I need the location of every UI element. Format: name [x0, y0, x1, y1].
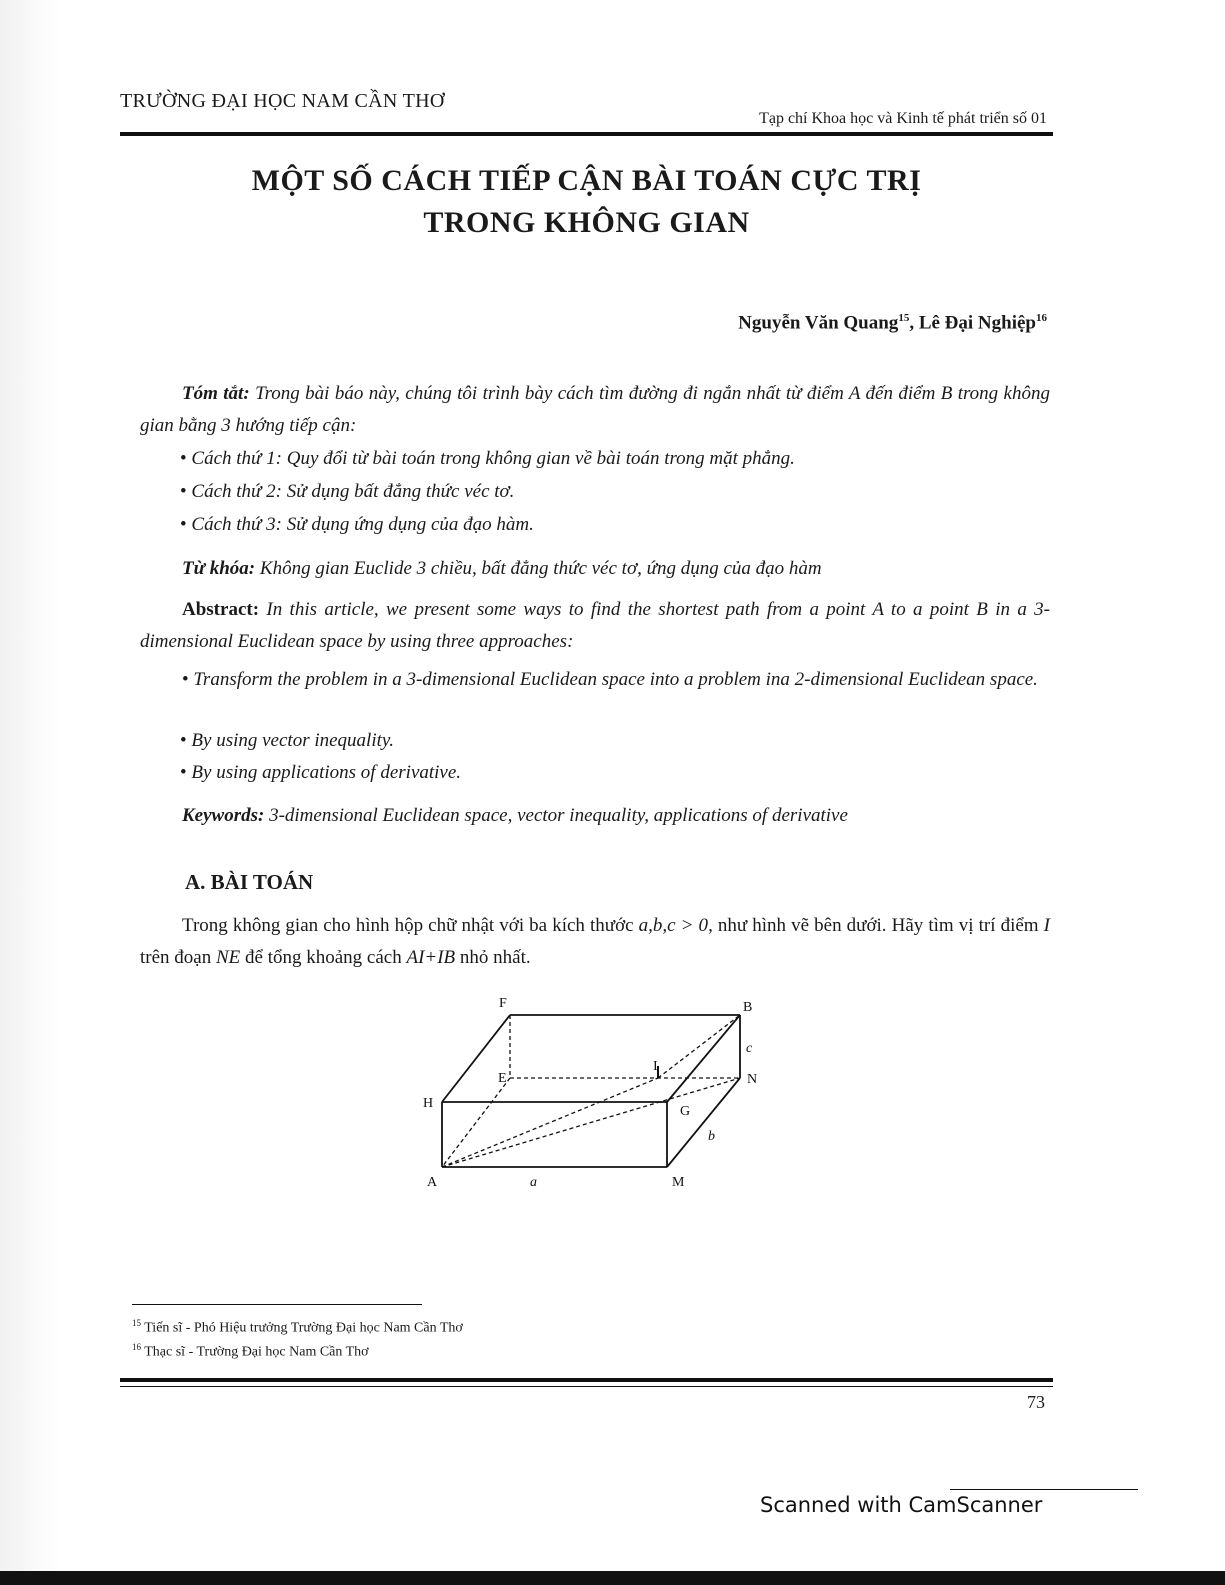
header-rule	[120, 132, 1053, 136]
label-b: B	[743, 1000, 753, 1015]
section-heading: A. BÀI TOÁN	[185, 870, 314, 894]
footnote-16-text: Thạc sĩ - Trường Đại học Nam Cần Thơ	[144, 1344, 369, 1360]
footer-rule	[120, 1378, 1053, 1382]
path-ib	[658, 1015, 740, 1078]
abstract-keywords-text: 3-dimensional Euclidean space, vector inequality, applications of derivative	[269, 805, 848, 826]
edge-bg	[667, 1015, 740, 1102]
journal-header-left: TRƯỜNG ĐẠI HỌC NAM CẦN THƠ	[120, 90, 445, 112]
box-diagram	[410, 990, 790, 1200]
author-2-footnote-ref: 16	[1036, 312, 1047, 324]
label-edge-c: c	[746, 1041, 753, 1056]
footnote-rule	[132, 1304, 422, 1305]
abstract-label: Abstract:	[182, 599, 260, 620]
abstract-bullet-1: • Transform the problem in a 3-dimensional Euclidean space into a problem ina 2-dimensional Euclidean space.	[182, 669, 1038, 690]
scanner-watermark: Scanned with CamScanner	[760, 1493, 1043, 1517]
summary-keywords-label: Từ khóa:	[182, 558, 256, 579]
page-number: 73	[1027, 1392, 1045, 1412]
journal-header-right: Tạp chí Khoa học và Kinh tế phát triển số 01	[759, 110, 1047, 127]
summary-keywords-text: Không gian Euclide 3 chiều, bất đẳng thức véc tơ, ứng dụng của đạo hàm	[259, 558, 822, 579]
label-g: G	[680, 1104, 691, 1119]
diagonal-an	[442, 1078, 740, 1167]
label-n: N	[747, 1072, 758, 1087]
scan-bottom-edge	[0, 1571, 1225, 1585]
label-f: F	[499, 996, 507, 1011]
scan-shadow	[0, 0, 60, 1585]
problem-math-dims: a,b,c > 0	[638, 915, 709, 936]
summary-bullet-1: • Cách thứ 1: Quy đổi từ bài toán trong không gian về bài toán trong mặt phẳng.	[180, 448, 795, 470]
abstract-bullet-1-text: Transform the problem in a 3-dimensional Euclidean space into a problem ina 2-dimensional Euclidean space.	[193, 669, 1038, 690]
problem-statement	[140, 910, 1050, 974]
paper-title-line-1: MỘT SỐ CÁCH TIẾP CẬN BÀI TOÁN CỰC TRỊ	[251, 164, 922, 197]
path-ai	[442, 1078, 658, 1167]
authors	[738, 312, 1047, 334]
author-1: Nguyễn Văn Quang	[738, 312, 899, 334]
watermark-rule	[950, 1489, 1138, 1490]
footer-rule-thin	[120, 1386, 1053, 1387]
footnote-16	[132, 1342, 369, 1361]
label-edge-b: b	[708, 1129, 715, 1144]
abstract-keywords	[140, 800, 1050, 832]
summary-bullet-2: • Cách thứ 2: Sử dụng bất đẳng thức véc tơ.	[180, 481, 514, 503]
summary-label: Tóm tắt:	[182, 383, 250, 404]
abstract-bullet-2: • By using vector inequality.	[180, 730, 394, 752]
abstract-paragraph	[140, 594, 1050, 658]
problem-text-e: nhỏ nhất.	[455, 947, 531, 968]
problem-var-sum: AI+IB	[406, 947, 456, 968]
abstract-keywords-label: Keywords:	[182, 805, 265, 826]
label-edge-a: a	[530, 1175, 537, 1190]
author-separator: ,	[909, 312, 919, 334]
summary-keywords	[140, 553, 1050, 585]
edge-fh	[442, 1015, 510, 1102]
summary-text: Trong bài báo này, chúng tôi trình bày cách tìm đường đi ngắn nhất từ điểm A đến điểm B trong không gian bằng 3 hướng tiếp cận:	[140, 383, 1050, 436]
problem-text-b: , như hình vẽ bên dưới. Hãy tìm vị trí điểm	[708, 915, 1044, 936]
label-e: E	[498, 1071, 507, 1086]
problem-text-a: Trong không gian cho hình hộp chữ nhật với ba kích thước	[182, 915, 639, 936]
abstract-bullet-3: • By using applications of derivative.	[180, 762, 461, 784]
footnote-15-num: 15	[132, 1318, 141, 1328]
summary-paragraph	[140, 378, 1050, 442]
abstract-text: In this article, we present some ways to find the shortest path from a point A to a point B in a 3-dimensional Euclidean space by using three approaches:	[140, 599, 1050, 652]
paper-title-line-2: TRONG KHÔNG GIAN	[423, 206, 750, 239]
problem-text-c: trên đoạn	[140, 947, 216, 968]
label-m: M	[672, 1175, 685, 1190]
edge-nm	[667, 1078, 740, 1167]
footnote-16-num: 16	[132, 1342, 141, 1352]
label-i: I	[653, 1059, 658, 1074]
problem-var-i: I	[1043, 915, 1050, 936]
author-2: Lê Đại Nghiệp	[918, 312, 1036, 334]
footnote-15	[132, 1318, 463, 1337]
summary-bullet-3: • Cách thứ 3: Sử dụng ứng dụng của đạo hàm.	[180, 514, 534, 536]
author-1-footnote-ref: 15	[898, 312, 910, 324]
label-h: H	[423, 1096, 434, 1111]
footnote-15-text: Tiến sĩ - Phó Hiệu trưởng Trường Đại học Nam Cần Thơ	[144, 1320, 463, 1336]
label-a: A	[427, 1175, 438, 1190]
problem-var-ne: NE	[215, 947, 241, 968]
problem-text-d: để tổng khoảng cách	[240, 947, 407, 968]
